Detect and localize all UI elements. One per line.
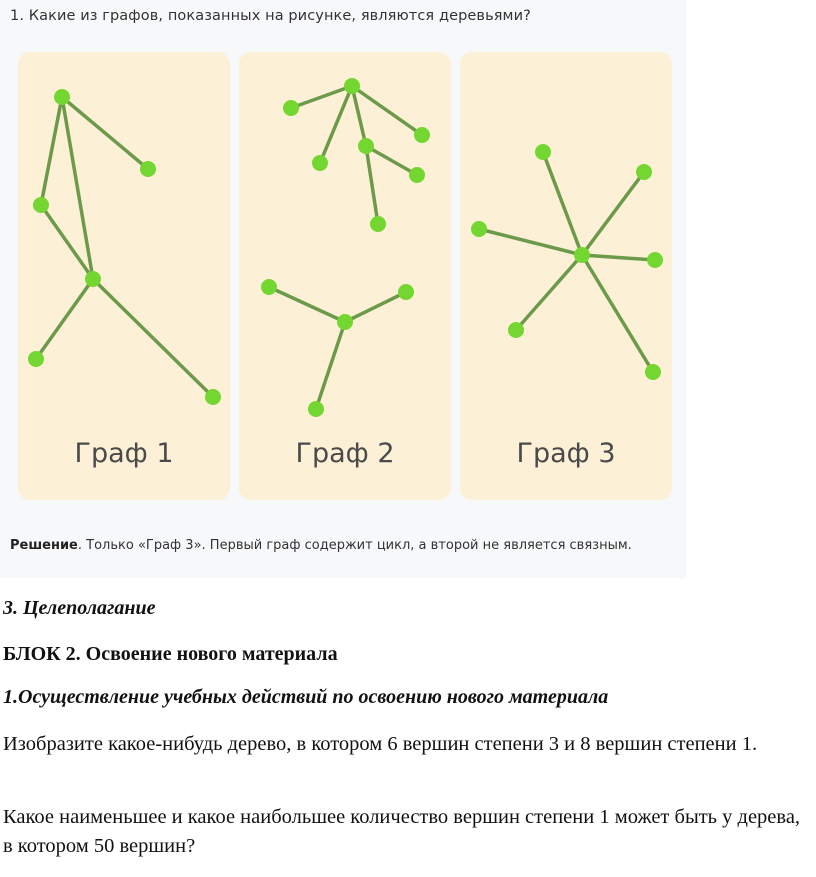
graph-2-panel — [239, 52, 451, 500]
graph-edge — [479, 229, 582, 255]
graph-node — [261, 279, 277, 295]
graph-edge — [36, 279, 93, 359]
graph-1-panel — [18, 52, 230, 500]
graph-2-label: Граф 2 — [295, 438, 395, 469]
graph-3-drawing — [460, 52, 672, 500]
graph-edge — [41, 97, 62, 205]
heading-block: БЛОК 2. Освоение нового материала — [3, 643, 338, 665]
graph-edge — [543, 152, 582, 255]
solution-label: Решение — [10, 538, 78, 553]
graph-3-panel — [460, 52, 672, 500]
graph-node — [308, 401, 324, 417]
graph-edge — [516, 255, 582, 330]
graph-node — [636, 164, 652, 180]
graph-3-label: Граф 3 — [516, 438, 616, 469]
graph-edge — [366, 146, 417, 175]
graph-node — [409, 167, 425, 183]
graph-node — [414, 127, 430, 143]
graph-node — [28, 351, 44, 367]
task-paragraph-2: Какое наименьшее и какое наибольшее количество вершин степени 1 может быть у дерева, в котором 50 вершин? — [3, 806, 801, 857]
graph-edge — [582, 255, 655, 260]
graph-edge — [582, 255, 653, 372]
graph-node — [337, 314, 353, 330]
graph-node — [205, 389, 221, 405]
graph-node — [85, 271, 101, 287]
graph-node — [312, 155, 328, 171]
graph-node — [471, 221, 487, 237]
graph-node — [344, 78, 360, 94]
task-paragraph-1: Изобразите какое-нибудь дерево, в котором 6 вершин степени 3 и 8 вершин степени 1. — [3, 733, 758, 755]
graph-node — [283, 100, 299, 116]
graph-2-drawing — [239, 52, 451, 500]
graph-node — [54, 89, 70, 105]
heading-goal: 3. Целеполагание — [3, 597, 156, 619]
graph-node — [574, 247, 590, 263]
graph-node — [535, 144, 551, 160]
graph-node — [508, 322, 524, 338]
question-text: 1. Какие из графов, показанных на рисунке, являются деревьями? — [10, 8, 531, 24]
heading-activity: 1.Осуществление учебных действий по освоению нового материала — [3, 686, 609, 708]
solution-body: . Только «Граф 3». Первый граф содержит цикл, а второй не является связным. — [77, 538, 632, 553]
graph-node — [140, 161, 156, 177]
graph-node — [647, 252, 663, 268]
graph-1-drawing — [18, 52, 230, 500]
solution-text — [10, 538, 632, 553]
graph-edge — [93, 279, 213, 397]
graph-edge — [316, 322, 345, 409]
graph-node — [358, 138, 374, 154]
graph-node — [398, 284, 414, 300]
graph-edge — [366, 146, 378, 224]
graph-node — [645, 364, 661, 380]
graph-edge — [582, 172, 644, 255]
graph-edge — [62, 97, 93, 279]
graph-1-label: Граф 1 — [74, 438, 174, 469]
graph-edge — [62, 97, 148, 169]
graph-edge — [345, 292, 406, 322]
graph-node — [33, 197, 49, 213]
graph-edge — [269, 287, 345, 322]
graph-node — [370, 216, 386, 232]
